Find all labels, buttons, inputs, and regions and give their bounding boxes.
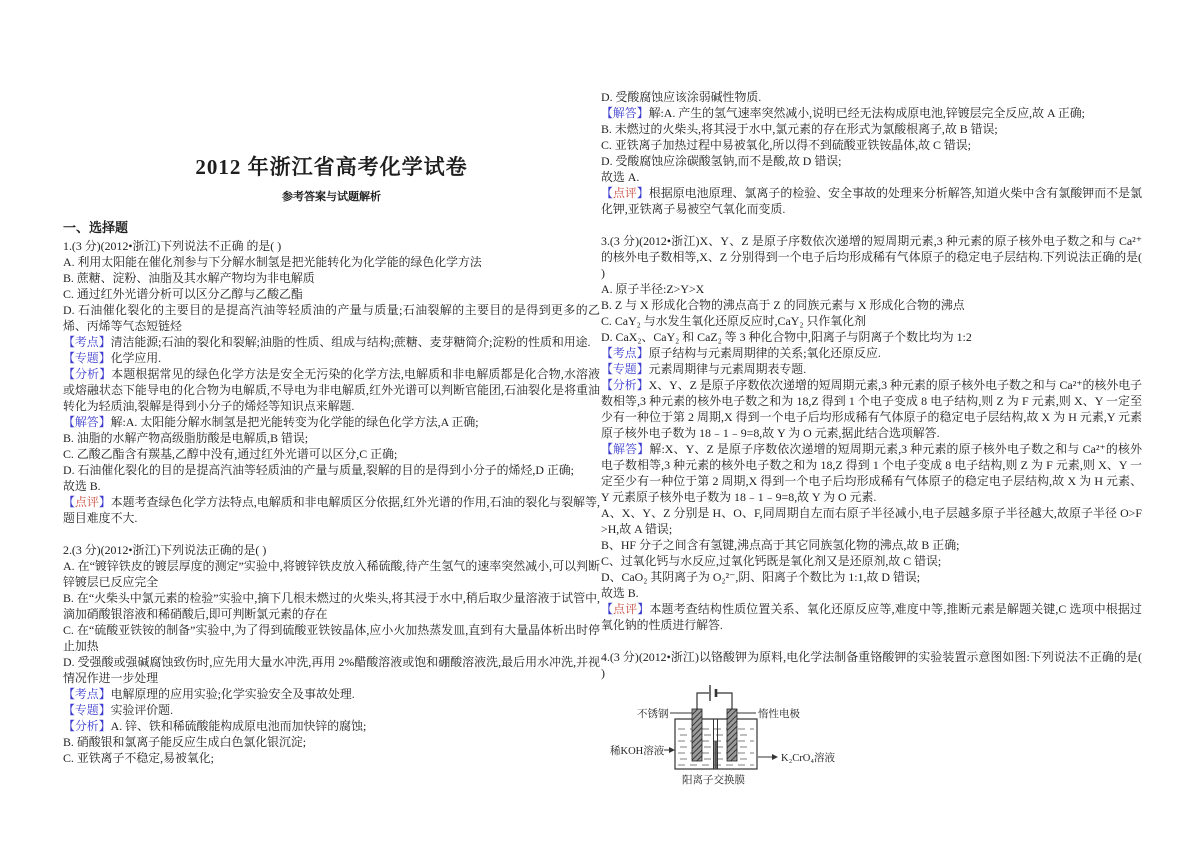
answer-tag: 考点 bbox=[74, 687, 99, 701]
text-line bbox=[63, 718, 600, 734]
question-blocks-right bbox=[601, 89, 1142, 681]
tag-bracket: 】 bbox=[98, 335, 111, 349]
paragraph-gap bbox=[63, 526, 600, 542]
doc-subtitle: 参考答案与试题解析 bbox=[282, 191, 381, 203]
koh-inlet-arrow bbox=[664, 747, 675, 753]
text-line bbox=[63, 558, 600, 590]
tag-bracket: 】 bbox=[98, 415, 111, 429]
tag-bracket: 【 bbox=[63, 719, 75, 733]
tag-bracket: 【 bbox=[63, 415, 75, 429]
paragraph-text: B. 未燃过的火柴头,将其浸于水中,氯元素的存在形式为氯酸根离子,故 B 错误; bbox=[601, 122, 998, 136]
text-line bbox=[601, 377, 1142, 441]
tag-bracket: 【 bbox=[63, 367, 76, 381]
paragraph-text: A. 在“镀锌铁皮的镀层厚度的测定”实验中,将镀锌铁皮放入稀硫酸,待产生氢气的速率突然减小,可以判断锌镀层已反应完全 bbox=[63, 559, 600, 589]
text-line bbox=[63, 238, 600, 254]
text-line bbox=[601, 233, 1142, 281]
paragraph-text: C、过氧化钙与水反应,过氧化钙既是氧化剂又是还原剂,故 C 错误; bbox=[601, 554, 942, 568]
paragraph-gap bbox=[601, 633, 1142, 649]
battery-icon bbox=[697, 685, 732, 709]
text-line bbox=[63, 430, 600, 446]
text-line bbox=[63, 302, 600, 334]
text-line bbox=[601, 281, 1142, 297]
text-line bbox=[601, 569, 1142, 585]
paragraph-text: 实验评价题. bbox=[110, 703, 174, 717]
paragraph-text: C. 亚铁离子加热过程中易被氧化,所以得不到硫酸亚铁铵晶体,故 C 错误; bbox=[601, 138, 971, 152]
tag-bracket: 【 bbox=[601, 378, 613, 392]
text-line bbox=[63, 734, 600, 750]
text-line bbox=[63, 254, 600, 270]
paragraph-text: 元素周期律与元素周期表专题. bbox=[648, 362, 807, 376]
answer-tag: 解答 bbox=[613, 442, 638, 456]
paragraph-text: D. CaX₂、CaY₂ 和 CaZ₂ 等 3 种化合物中,阳离子与阴离子个数比均为 1:2 bbox=[601, 330, 972, 344]
text-line bbox=[63, 270, 600, 286]
answer-tag: 点评 bbox=[612, 186, 637, 200]
paragraph-text: A. 锌、铁和稀硫酸能构成原电池而加快锌的腐蚀; bbox=[110, 719, 367, 733]
paragraph-text: 本题考查绿色化学方法特点,电解质和非电解质区分依据,红外光谱的作用,石油的裂化与裂解等,题目难度不大. bbox=[63, 495, 600, 525]
tag-bracket: 【 bbox=[63, 703, 75, 717]
text-line bbox=[601, 601, 1142, 633]
text-line bbox=[63, 590, 600, 622]
answer-tag: 解答 bbox=[74, 415, 99, 429]
tag-bracket: 】 bbox=[636, 106, 649, 120]
tag-bracket: 【 bbox=[601, 362, 613, 376]
text-line bbox=[63, 622, 600, 654]
tag-bracket: 【 bbox=[601, 602, 614, 616]
text-line bbox=[601, 169, 1142, 185]
paragraph-text: B. Z 与 X 形成化合物的沸点高于 Z 的同族元素与 X 形成化合物的沸点 bbox=[601, 298, 965, 312]
paragraph-text: 故选 B. bbox=[601, 586, 639, 600]
right-column bbox=[601, 0, 1142, 795]
text-line bbox=[601, 153, 1142, 169]
text-line bbox=[601, 585, 1142, 601]
text-line bbox=[601, 329, 1142, 345]
paragraph-text: A. 原子半径:Z>Y>X bbox=[601, 282, 705, 296]
text-line bbox=[63, 286, 600, 302]
text-line bbox=[601, 89, 1142, 105]
tag-bracket: 】 bbox=[636, 378, 649, 392]
text-line bbox=[63, 462, 600, 478]
q4-apparatus-figure bbox=[610, 683, 855, 795]
tag-bracket: 】 bbox=[98, 351, 111, 365]
membrane-label: 阳离子交换膜 bbox=[682, 775, 745, 786]
paragraph-text: 本题考查结构性质位置关系、氧化还原反应等,难度中等,推断元素是解题关键,C 选项中根据过氧化钠的性质进行解答. bbox=[601, 602, 1142, 632]
text-line bbox=[601, 297, 1142, 313]
text-line bbox=[63, 686, 600, 702]
paragraph-text: 1.(3 分)(2012•浙江)下列说法不正确 的是( ) bbox=[63, 239, 282, 253]
answer-tag: 考点 bbox=[74, 335, 99, 349]
text-line bbox=[601, 121, 1142, 137]
text-line bbox=[63, 702, 600, 718]
answer-tag: 点评 bbox=[74, 495, 99, 509]
paragraph-text: B. 在“火柴头中氯元素的检验”实验中,摘下几根未燃过的火柴头,将其浸于水中,稍后取少量溶液于试管中,滴加硝酸银溶液和稀硝酸后,即可判断氯元素的存在 bbox=[63, 591, 600, 621]
paragraph-text: D. 石油催化裂化的主要目的是提高汽油等轻质油的产量与质量;石油裂解的主要目的是得到更多的乙烯、丙烯等气态短链烃 bbox=[63, 303, 600, 333]
inert-electrode bbox=[727, 709, 737, 761]
tag-bracket: 】 bbox=[636, 186, 649, 200]
paragraph-text: C. 通过红外光谱分析可以区分乙醇与乙酸乙酯 bbox=[63, 287, 303, 301]
text-line bbox=[601, 441, 1142, 505]
tag-bracket: 】 bbox=[98, 703, 111, 717]
paragraph-text: A. 利用太阳能在催化剂参与下分解水制氢是把光能转化为化学能的绿色化学方法 bbox=[63, 255, 482, 269]
tag-bracket: 】 bbox=[98, 495, 111, 509]
answer-tag: 考点 bbox=[612, 346, 637, 360]
paragraph-text: 解:X、Y、Z 是原子序数依次递增的短周期元素,3 种元素的原子核外电子数之和与 Ca²⁺的核外电子数相等,3 种元素的核外电子数之和为 18,Z 得到 1 个电子变成 8 电子结构,则 Z 为 F 元素,则 X、Y 一定至少有一种位于第 2 周期,X 得到一个电子后均形成稀有气体原子的稳定电子层结构,故 X 为 H 元素、Y 元素原子核外电子数为 18﹣1﹣9=8,故 Y 为 O 元素. bbox=[601, 442, 1142, 504]
paragraph-text: 3.(3 分)(2012•浙江)X、Y、Z 是原子序数依次递增的短周期元素,3 种元素的原子核外电子数之和与 Ca²⁺的核外电子数相等,X、Z 分别得到一个电子后均形成稀有气体原子的稳定电子层结构.下列说法正确的是( ) bbox=[601, 234, 1142, 280]
paragraph-text: 本题根据常见的绿色化学方法是安全无污染的化学方法,电解质和非电解质都是化合物,水溶液或熔融状态下能导电的化合物为电解质,不导电为非电解质,红外光谱可以判断官能团,石油裂化是将重油转化为轻质油,裂解是得到小分子的烯烃等知识点来解题. bbox=[63, 367, 600, 413]
text-line bbox=[63, 478, 600, 494]
tag-bracket: 【 bbox=[63, 687, 75, 701]
paragraph-text: D. 受酸腐蚀应该涂弱碱性物质. bbox=[601, 90, 762, 104]
paragraph-text: 解:A. 太阳能分解水制氢是把光能转变为化学能的绿色化学方法,A 正确; bbox=[110, 415, 479, 429]
tag-bracket: 【 bbox=[63, 351, 75, 365]
question-blocks-left bbox=[63, 238, 600, 766]
paragraph-text: X、Y、Z 是原子序数依次递增的短周期元素,3 种元素的原子核外电子数之和与 Ca²⁺的核外电子数相等,3 种元素的核外电子数之和为 18,Z 得到 1 个电子变成 8 电子结构,则 Z 为 F 元素,则 X、Y 一定至少有一种位于第 2 周期,X 得到一个电子后均形成稀有气体原子的稳定电子层结构,故 X 为 H 元素,Y 元素原子核外电子数为 18﹣1﹣9=8,故 Y 为 O 元素,据此结合选项解答. bbox=[601, 378, 1142, 440]
text-line bbox=[601, 553, 1142, 569]
paragraph-text: C. 亚铁离子不稳定,易被氧化; bbox=[63, 751, 214, 765]
tag-bracket: 【 bbox=[63, 495, 75, 509]
tag-bracket: 】 bbox=[636, 346, 649, 360]
paragraph-text: 4.(3 分)(2012•浙江)以铬酸钾为原料,电化学法制备重铬酸钾的实验装置示意图如图:下列说法不正确的是( ) bbox=[601, 650, 1142, 680]
doc-title: 2012 年浙江省高考化学试卷 bbox=[195, 155, 468, 179]
text-line bbox=[63, 414, 600, 430]
text-line bbox=[601, 105, 1142, 121]
paragraph-text: D. 受酸腐蚀应涂碳酸氢钠,而不是酸,故 D 错误; bbox=[601, 154, 842, 168]
text-line bbox=[601, 137, 1142, 153]
text-line bbox=[63, 334, 600, 350]
text-line bbox=[63, 446, 600, 462]
tag-bracket: 】 bbox=[636, 362, 649, 376]
answer-tag: 分析 bbox=[75, 367, 100, 381]
text-line bbox=[63, 350, 600, 366]
answer-tag: 专题 bbox=[74, 351, 99, 365]
answer-tag: 分析 bbox=[612, 378, 637, 392]
paragraph-text: 解:A. 产生的氢气速率突然减小,说明已经无法构成原电池,锌镀层完全反应,故 A 正确; bbox=[648, 106, 1085, 120]
text-line bbox=[601, 185, 1142, 217]
answer-tag: 专题 bbox=[74, 703, 99, 717]
answer-tag: 解答 bbox=[612, 106, 637, 120]
stainless-steel-electrode bbox=[692, 709, 702, 761]
paragraph-text: C. CaY₂ 与水发生氧化还原反应时,CaY₂ 只作氧化剂 bbox=[601, 314, 866, 328]
k2cro4-outlet-arrow bbox=[758, 754, 778, 760]
paragraph-text: 根据原电池原理、氯离子的检验、安全事故的处理来分析解答,知道火柴中含有氯酸钾而不是氯化钾,亚铁离子易被空气氧化而变质. bbox=[601, 186, 1142, 216]
text-line bbox=[63, 494, 600, 526]
tag-bracket: 】 bbox=[98, 687, 111, 701]
paragraph-text: D、CaO₂ 其阴离子为 O₂²⁻,阴、阳离子个数比为 1:1,故 D 错误; bbox=[601, 570, 921, 584]
tag-bracket: 】 bbox=[98, 719, 111, 733]
k2cro4-solution-label: K₂CrO₄溶液 bbox=[781, 753, 835, 764]
tag-bracket: 【 bbox=[63, 335, 75, 349]
paragraph-text: 原子结构与元素周期律的关系;氧化还原反应. bbox=[648, 346, 881, 360]
cation-exchange-membrane bbox=[714, 719, 718, 769]
paragraph-text: B. 油脂的水解产物高级脂肪酸是电解质,B 错误; bbox=[63, 431, 309, 445]
paragraph-text: C. 在“硫酸亚铁铵的制备”实验中,为了得到硫酸亚铁铵晶体,应小火加热蒸发皿,直到有大量晶体析出时停止加热 bbox=[63, 623, 600, 653]
text-line bbox=[601, 345, 1142, 361]
text-line bbox=[601, 537, 1142, 553]
text-line bbox=[601, 361, 1142, 377]
inert-electrode-label: 惰性电极 bbox=[758, 709, 800, 720]
tag-bracket: 【 bbox=[601, 346, 613, 360]
left-column bbox=[63, 0, 600, 766]
tag-bracket: 【 bbox=[601, 442, 614, 456]
paragraph-text: 故选 A. bbox=[601, 170, 640, 184]
answer-tag: 分析 bbox=[74, 719, 99, 733]
tag-bracket: 【 bbox=[601, 186, 613, 200]
paragraph-text: 故选 B. bbox=[63, 479, 101, 493]
paragraph-text: B. 硝酸银和氯离子能反应生成白色氯化银沉淀; bbox=[63, 735, 307, 749]
text-line bbox=[63, 366, 600, 414]
stainless-steel-label: 不锈钢 bbox=[637, 709, 669, 720]
text-line bbox=[601, 649, 1142, 681]
answer-tag: 专题 bbox=[612, 362, 637, 376]
tag-bracket: 】 bbox=[637, 602, 650, 616]
tag-bracket: 】 bbox=[637, 442, 650, 456]
paragraph-text: B. 蔗糖、淀粉、油脂及其水解产物均为非电解质 bbox=[63, 271, 315, 285]
paragraph-gap bbox=[601, 217, 1142, 233]
paragraph-text: B、HF 分子之间含有氢键,沸点高于其它同族氢化物的沸点,故 B 正确; bbox=[601, 538, 960, 552]
text-line bbox=[601, 505, 1142, 537]
paragraph-text: 电解原理的应用实验;化学实验安全及事故处理. bbox=[110, 687, 355, 701]
text-line bbox=[63, 654, 600, 686]
paragraph-text: 清洁能源;石油的裂化和裂解;油脂的性质、组成与结构;蔗糖、麦芽糖简介;淀粉的性质和用途. bbox=[110, 335, 591, 349]
text-line bbox=[63, 750, 600, 766]
paragraph-text: C. 乙酸乙酯含有羰基,乙醇中没有,通过红外光谱可以区分,C 正确; bbox=[63, 447, 398, 461]
text-line bbox=[63, 542, 600, 558]
tag-bracket: 【 bbox=[601, 106, 613, 120]
section-heading: 一、选择题 bbox=[63, 220, 129, 235]
paragraph-text: 化学应用. bbox=[110, 351, 162, 365]
paragraph-text: D. 受强酸或强碱腐蚀致伤时,应先用大量水冲洗,再用 2%醋酸溶液或饱和硼酸溶液洗,最后用水冲洗,并视情况作进一步处理 bbox=[63, 655, 600, 685]
tag-bracket: 】 bbox=[99, 367, 112, 381]
text-line bbox=[601, 313, 1142, 329]
answer-tag: 点评 bbox=[613, 602, 638, 616]
paragraph-text: D. 石油催化裂化的目的是提高汽油等轻质油的产量与质量,裂解的目的是得到小分子的烯烃,D 正确; bbox=[63, 463, 574, 477]
paragraph-text: A、X、Y、Z 分别是 H、O、F,同周期自左而右原子半径减小,电子层越多原子半径越大,故原子半径 O>F>H,故 A 错误; bbox=[601, 506, 1142, 536]
paragraph-text: 2.(3 分)(2012•浙江)下列说法正确的是( ) bbox=[63, 543, 267, 557]
koh-solution-label: 稀KOH溶液 bbox=[610, 746, 665, 757]
